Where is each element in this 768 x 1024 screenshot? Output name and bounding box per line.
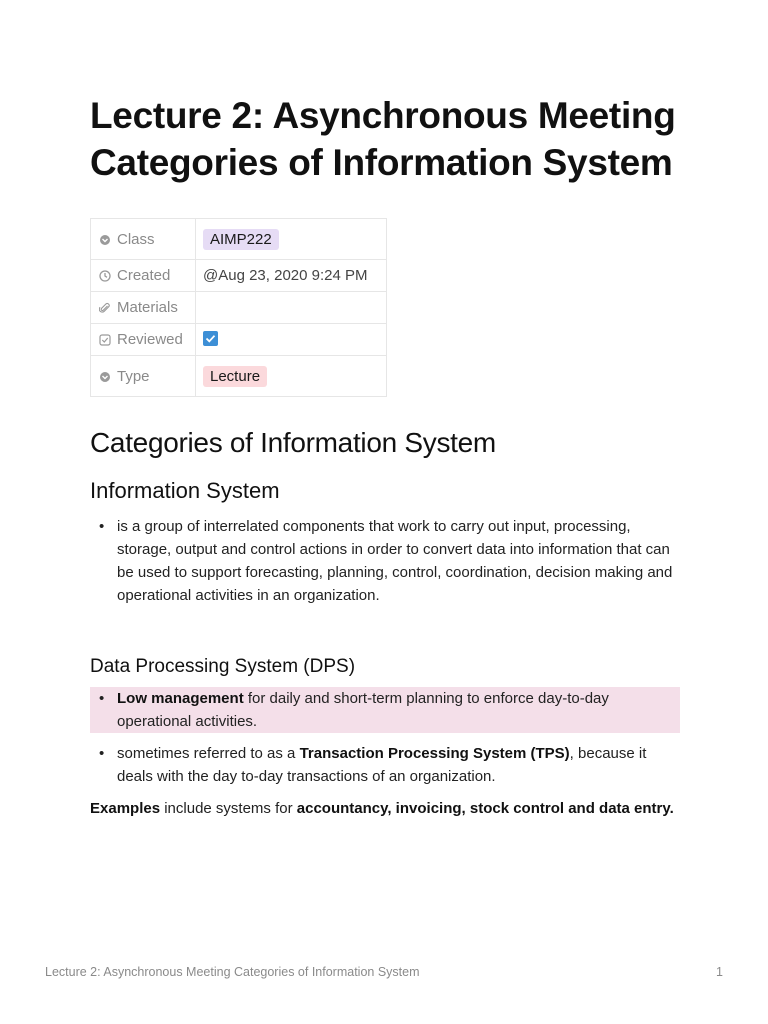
property-row-type bbox=[91, 356, 387, 397]
dropdown-icon bbox=[99, 371, 111, 383]
property-key bbox=[91, 356, 196, 397]
property-key bbox=[91, 219, 196, 260]
dps-list bbox=[90, 687, 680, 788]
property-label-class: Class bbox=[117, 230, 155, 248]
property-key bbox=[91, 324, 196, 356]
reviewed-checkbox[interactable] bbox=[203, 331, 218, 346]
property-key bbox=[91, 260, 196, 292]
property-label-materials: Materials bbox=[117, 299, 178, 316]
document-page bbox=[90, 92, 680, 821]
property-row-class bbox=[91, 219, 387, 260]
footer-title: Lecture 2: Asynchronous Meeting Categories of Information System bbox=[45, 965, 420, 979]
type-tag[interactable]: Lecture bbox=[203, 366, 267, 387]
list-item: • is a group of interrelated components that work to carry out input, processing, storage, output and control actions in order to convert data into information that can be used to support forecasting, planning, control, coordination, decision making and operational activities in an organization. bbox=[90, 515, 680, 607]
list-item bbox=[90, 742, 680, 788]
examples-paragraph bbox=[90, 797, 680, 821]
property-value[interactable] bbox=[196, 260, 387, 292]
text: include systems for bbox=[160, 800, 297, 817]
info-system-heading: Information System bbox=[90, 478, 280, 503]
property-value[interactable] bbox=[196, 292, 387, 324]
property-value[interactable] bbox=[196, 356, 387, 397]
bold-text: Low management bbox=[117, 690, 244, 707]
property-label-type: Type bbox=[117, 367, 150, 385]
checkbox-icon bbox=[99, 334, 111, 346]
paperclip-icon bbox=[99, 302, 111, 314]
page-number: 1 bbox=[716, 965, 723, 979]
clock-icon bbox=[99, 270, 111, 282]
info-system-list bbox=[90, 515, 680, 607]
property-row-reviewed bbox=[91, 324, 387, 356]
property-key bbox=[91, 292, 196, 324]
text: sometimes referred to as a bbox=[117, 745, 300, 762]
property-label-reviewed: Reviewed bbox=[117, 331, 183, 348]
dropdown-icon bbox=[99, 234, 111, 246]
bold-text: Examples bbox=[90, 800, 161, 817]
text: for daily and short-term planning to enforce day-to-day operational activities. bbox=[117, 690, 609, 730]
class-tag[interactable]: AIMP222 bbox=[203, 229, 279, 250]
properties-table bbox=[90, 218, 387, 397]
page-footer bbox=[45, 965, 723, 979]
checkmark-icon bbox=[205, 333, 216, 344]
section-heading: Categories of Information System bbox=[90, 427, 496, 458]
bold-text: accountancy, invoicing, stock control and data entry. bbox=[296, 800, 674, 817]
property-row-created bbox=[91, 260, 387, 292]
property-row-materials bbox=[91, 292, 387, 324]
list-item-highlighted bbox=[90, 687, 680, 733]
page-title: Lecture 2: Asynchronous Meeting Categories of Information System bbox=[90, 95, 676, 183]
dps-heading: Data Processing System (DPS) bbox=[90, 656, 356, 677]
created-date[interactable]: @Aug 23, 2020 9:24 PM bbox=[203, 267, 368, 284]
bold-text: Transaction Processing System (TPS) bbox=[299, 745, 570, 762]
property-label-created: Created bbox=[117, 267, 171, 284]
property-value[interactable] bbox=[196, 219, 387, 260]
text: , because it deals with the day to-day transactions of an organization. bbox=[117, 745, 647, 785]
property-value bbox=[196, 324, 387, 356]
